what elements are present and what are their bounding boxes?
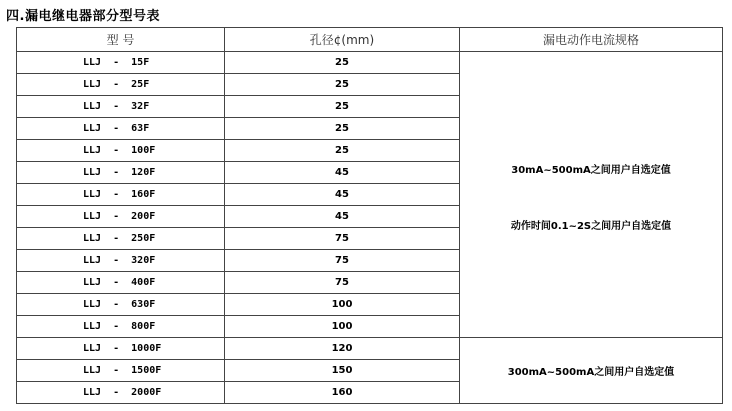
hole-cell: 25 xyxy=(225,96,460,118)
hole-cell: 100 xyxy=(225,294,460,316)
model-cell: LLJ - 32F xyxy=(17,96,225,118)
model-cell: LLJ - 2000F xyxy=(17,382,225,404)
hole-cell: 75 xyxy=(225,250,460,272)
header-leakage-spec: 漏电动作电流规格 xyxy=(460,28,723,52)
spec-group-1-cell xyxy=(460,52,723,338)
header-model: 型 号 xyxy=(17,28,225,52)
spec-group-2-current: 300mA~500mA之间用户自选定值 xyxy=(507,367,675,378)
model-cell: LLJ - 800F xyxy=(17,316,225,338)
spec-group-1-current: 30mA~500mA之间用户自选定值 xyxy=(511,165,671,176)
spec-group-1-time: 动作时间0.1~2S之间用户自选定值 xyxy=(510,221,672,232)
model-cell: LLJ - 100F xyxy=(17,140,225,162)
hole-cell: 45 xyxy=(225,162,460,184)
model-cell: LLJ - 630F xyxy=(17,294,225,316)
hole-cell: 25 xyxy=(225,74,460,96)
model-cell: LLJ - 200F xyxy=(17,206,225,228)
model-cell: LLJ - 400F xyxy=(17,272,225,294)
hole-cell: 25 xyxy=(225,118,460,140)
model-cell: LLJ - 320F xyxy=(17,250,225,272)
model-cell: LLJ - 250F xyxy=(17,228,225,250)
hole-cell: 45 xyxy=(225,206,460,228)
hole-cell: 45 xyxy=(225,184,460,206)
relay-model-table xyxy=(16,27,723,404)
hole-cell: 100 xyxy=(225,316,460,338)
hole-cell: 120 xyxy=(225,338,460,360)
hole-cell: 160 xyxy=(225,382,460,404)
hole-cell: 25 xyxy=(225,140,460,162)
model-cell: LLJ - 15F xyxy=(17,52,225,74)
model-cell: LLJ - 160F xyxy=(17,184,225,206)
table-row xyxy=(17,338,723,360)
hole-cell: 150 xyxy=(225,360,460,382)
model-cell: LLJ - 120F xyxy=(17,162,225,184)
table-row xyxy=(17,52,723,74)
hole-cell: 75 xyxy=(225,228,460,250)
header-hole-diameter: 孔径¢(mm) xyxy=(225,28,460,52)
model-cell: LLJ - 1500F xyxy=(17,360,225,382)
model-cell: LLJ - 25F xyxy=(17,74,225,96)
model-cell: LLJ - 63F xyxy=(17,118,225,140)
hole-cell: 25 xyxy=(225,52,460,74)
model-cell: LLJ - 1000F xyxy=(17,338,225,360)
table-header-row xyxy=(17,28,723,52)
hole-cell: 75 xyxy=(225,272,460,294)
spec-group-2-cell xyxy=(460,338,723,404)
page-title: 四.漏电继电器部分型号表 xyxy=(6,9,160,24)
